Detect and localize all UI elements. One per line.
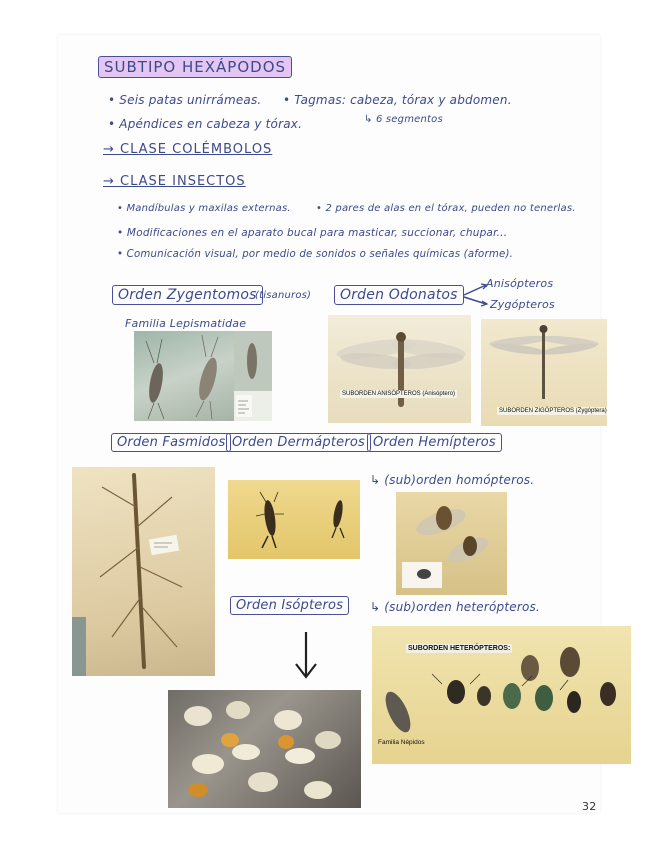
segmentos-note: ↳ 6 segmentos (364, 114, 443, 125)
page-title: SUBTIPO HEXÁPODOS (98, 56, 292, 78)
dragonfly-figure (328, 315, 471, 423)
bullet-apendices: • Apéndices en cabeza y tórax. (108, 117, 303, 131)
orden-dermapteros: Orden Dermápteros (226, 433, 371, 452)
label-suborden-zygopteros: SUBORDEN ZIGÓPTEROS (Zygóptera) (499, 408, 607, 414)
label-familia-nepidos: Familia Népidos (378, 739, 425, 746)
orden-zygentomos: Orden Zygentomos (112, 285, 263, 305)
bullet-seis-patas: • Seis patas unirrámeas. (108, 93, 262, 107)
familia-lepismatidae: Familia Lepismatidae (125, 317, 247, 330)
label-anisopteros: Anisópteros (486, 277, 554, 290)
photo-fasmidos (72, 467, 215, 676)
bullet-aparato-bucal: • Modificaciones en el aparato bucal para masticar, succionar, chupar... (117, 227, 508, 239)
earwig-figure (228, 480, 360, 559)
page-number: 32 (582, 800, 597, 813)
label-zygopteros: Zygópteros (490, 298, 555, 311)
photo-homopteros (396, 492, 507, 595)
orden-fasmidos: Orden Fasmidos (111, 433, 231, 452)
bullet-alas: • 2 pares de alas en el tórax, pueden no tenerlas. (316, 203, 576, 214)
label-suborden-heteropteros: SUBORDEN HETERÓPTEROS: (408, 645, 511, 652)
photo-lepismatidae (134, 331, 272, 421)
bullet-comunicacion: • Comunicación visual, por medio de sonidos o señales químicas (aforme). (117, 249, 514, 260)
cicada-figure (396, 492, 507, 595)
photo-anisopteros (328, 315, 471, 423)
stick-insect-figure (72, 467, 215, 676)
photo-dermapteros (228, 480, 360, 559)
clase-colembolos: → CLASE COLÉMBOLOS (103, 142, 273, 157)
photo-zygopteros (481, 319, 607, 426)
arrow-down-icon (292, 630, 320, 680)
silverfish-figure (134, 331, 272, 421)
orden-isopteros: Orden Isópteros (230, 596, 349, 615)
suborden-homopteros: ↳ (sub)orden homópteros. (370, 473, 535, 487)
odonatos-arrows (462, 282, 490, 310)
suborden-heteropteros: ↳ (sub)orden heterópteros. (370, 600, 541, 614)
bullet-tagmas: • Tagmas: cabeza, tórax y abdomen. (283, 93, 512, 107)
photo-heteropteros (372, 626, 631, 764)
label-suborden-anisopteros: SUBORDEN ANISÓPTEROS (Anisóptero) (342, 391, 456, 397)
orden-hemipteros: Orden Hemípteros (367, 433, 502, 452)
orden-odonatos: Orden Odonatos (334, 285, 464, 305)
bullet-mandibulas: • Mandíbulas y maxilas externas. (117, 203, 291, 214)
termites-figure (168, 690, 361, 808)
photo-isopteros (168, 690, 361, 808)
zygentomos-note: (tisanuros) (255, 290, 312, 301)
clase-insectos: → CLASE INSECTOS (103, 174, 246, 189)
